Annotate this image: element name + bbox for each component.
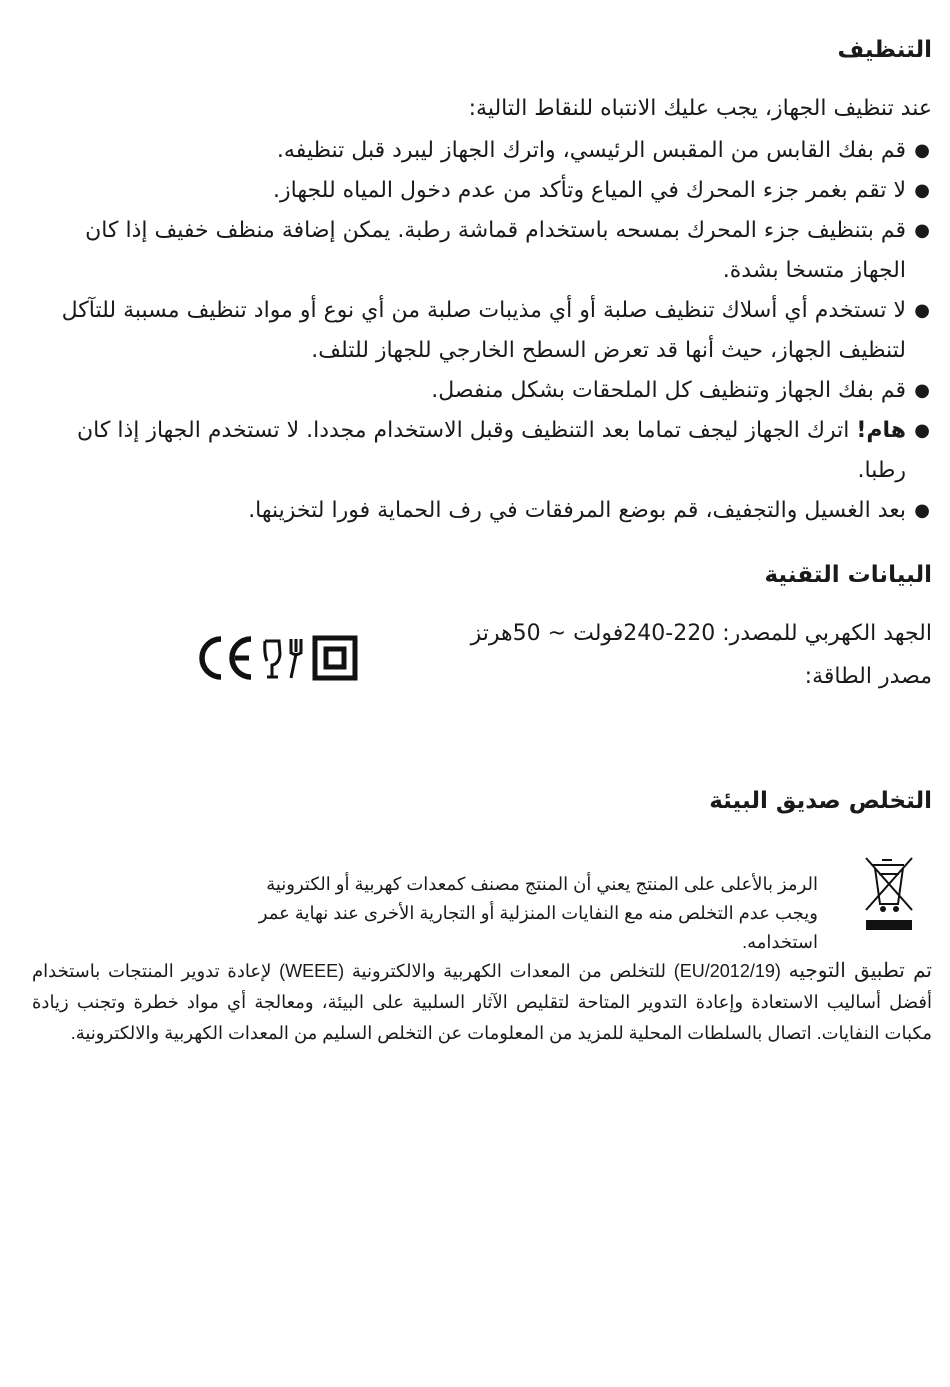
power-spec: مصدر الطاقة:	[804, 664, 932, 689]
cleaning-item	[42, 211, 932, 291]
important-label: هام!	[856, 418, 906, 443]
bullet-icon: ●	[914, 140, 930, 161]
directive-text: (2012/19/EU) للتخلص من المعدات الكهربية والالكترونية (WEEE) لإعادة تدوير المنتجات باستخدام أفضل أساليب الاستعادة وإعادة التدوير المتاحة لتقليص الآثار السلبية على البيئة، ومعالجة أي مواد خطرة وتجنب زيادة مكبات النفايات. اتصال بالسلطات المحلية للمزيد من المعلومات عن التخلص السليم من المعدات الكهربية والالكترونية.	[32, 961, 932, 1043]
bullet-icon: ●	[914, 220, 930, 241]
cleaning-item-text: اترك الجهاز ليجف تماما بعد التنظيف وقبل الاستخدام مجددا. لا تستخدم الجهاز إذا كان رطبا.	[77, 418, 906, 483]
technical-title: البيانات التقنية	[764, 562, 932, 588]
food-safe-icon	[265, 639, 302, 678]
ce-mark-icon	[202, 639, 251, 677]
cleaning-item-text: بعد الغسيل والتجفيف، قم بوضع المرفقات في رف الحماية فورا لتخزينها.	[248, 498, 906, 523]
bullet-icon: ●	[914, 500, 930, 521]
bullet-icon: ●	[914, 380, 930, 401]
weee-directive	[32, 956, 932, 1049]
cleaning-item-text: قم بتنظيف جزء المحرك بمسحه باستخدام قماشة رطبة. يمكن إضافة منظف خفيف إذا كان الجهاز متسخا بشدة.	[85, 218, 906, 283]
cleaning-title: التنظيف	[837, 37, 932, 63]
cleaning-item	[42, 291, 932, 371]
cleaning-item-text: لا تستخدم أي أسلاك تنظيف صلبة أو أي مذيبات صلبة من أي نوع أو مواد تنظيف مسببة للتآكل لتنظيف الجهاز، حيث أنها قد تعرض السطح الخارجي للجهاز للتلف.	[61, 298, 906, 363]
directive-lead: تم تطبيق التوجيه	[788, 960, 932, 982]
cleaning-item-text: قم بفك القابس من المقبس الرئيسي، واترك الجهاز ليبرد قبل تنظيفه.	[276, 138, 906, 163]
cleaning-list	[42, 131, 932, 531]
cleaning-item	[42, 171, 932, 211]
bullet-icon: ●	[914, 180, 930, 201]
cleaning-item	[42, 371, 932, 411]
disposal-title: التخلص صديق البيئة	[709, 788, 932, 814]
cleaning-item-important	[42, 411, 932, 491]
cleaning-item-text: لا تقم بغمر جزء المحرك في المياع وتأكد من عدم دخول المياه للجهاز.	[273, 178, 906, 203]
weee-symbol-note: الرمز بالأعلى على المنتج يعني أن المنتج مصنف كمعدات كهربية أو الكترونية ويجب عدم التخلص منه مع النفايات المنزلية أو التجارية الأخرى عند نهاية عمر استخدامه.	[258, 874, 818, 952]
cleaning-item-text: قم بفك الجهاز وتنظيف كل الملحقات بشكل منفصل.	[431, 378, 906, 403]
cleaning-item	[42, 131, 932, 171]
crossed-bin-icon	[860, 852, 918, 934]
cleaning-item	[42, 491, 932, 531]
voltage-spec: الجهد الكهربي للمصدر: 220-240فولت ~ 50هرتز	[470, 621, 932, 646]
double-insulation-icon	[315, 638, 355, 678]
certification-symbols	[195, 632, 360, 684]
bullet-icon: ●	[914, 420, 930, 441]
cleaning-intro: عند تنظيف الجهاز، يجب عليك الانتباه للنقاط التالية:	[468, 96, 932, 121]
bullet-icon: ●	[914, 300, 930, 321]
